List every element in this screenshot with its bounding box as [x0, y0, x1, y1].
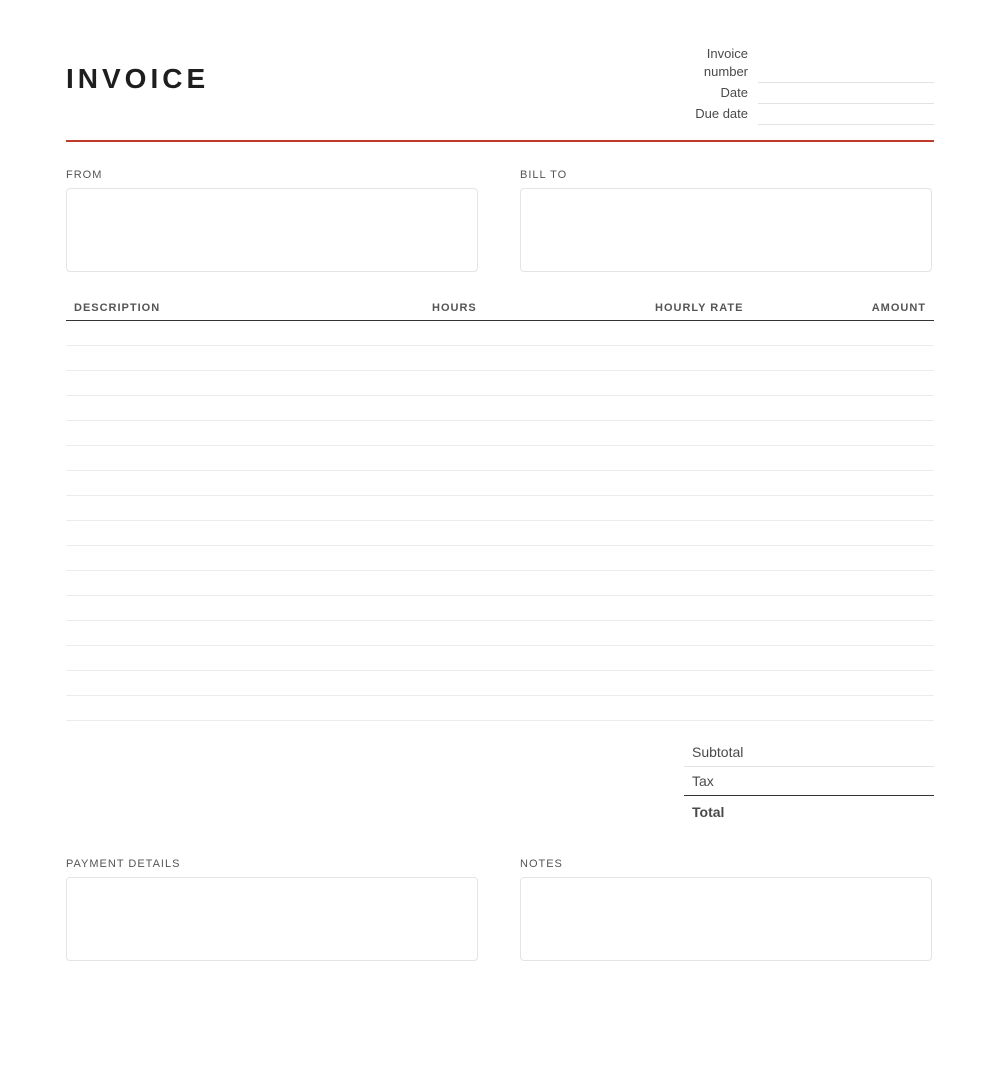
table-row[interactable]: [66, 321, 934, 346]
due-date-label: Due date: [695, 106, 748, 121]
notes-label: NOTES: [520, 858, 563, 870]
invoice-page: [66, 0, 934, 1090]
table-row[interactable]: [66, 696, 934, 721]
table-row[interactable]: [66, 346, 934, 371]
table-row[interactable]: [66, 371, 934, 396]
notes-field[interactable]: [520, 877, 932, 961]
invoice-number-label: Invoice number: [703, 46, 748, 79]
date-label: Date: [720, 85, 748, 100]
from-label: FROM: [66, 169, 103, 181]
invoice-number-input[interactable]: [758, 64, 934, 83]
date-input[interactable]: [758, 85, 934, 104]
payment-details-label: PAYMENT DETAILS: [66, 858, 181, 870]
table-row[interactable]: [66, 396, 934, 421]
from-field[interactable]: [66, 188, 478, 272]
column-hours: HOURS: [432, 302, 477, 314]
table-row[interactable]: [66, 671, 934, 696]
totals-block: [684, 738, 934, 828]
table-row[interactable]: [66, 496, 934, 521]
table-row[interactable]: [66, 546, 934, 571]
invoice-title: INVOICE: [66, 63, 210, 94]
table-row[interactable]: [66, 621, 934, 646]
column-description: DESCRIPTION: [74, 302, 161, 314]
bill-to-field[interactable]: [520, 188, 932, 272]
total-label: Total: [692, 804, 725, 820]
total-row: [684, 796, 934, 828]
line-items-header: [66, 298, 934, 321]
table-row[interactable]: [66, 521, 934, 546]
table-row[interactable]: [66, 471, 934, 496]
bill-to-label: BILL TO: [520, 169, 568, 181]
table-row[interactable]: [66, 446, 934, 471]
invoice-meta: [674, 46, 934, 125]
header-divider: [66, 140, 934, 142]
meta-row-date: [674, 83, 934, 104]
meta-row-due-date: [674, 104, 934, 125]
column-hourly-rate: HOURLY RATE: [655, 302, 744, 314]
table-row[interactable]: [66, 596, 934, 621]
payment-details-field[interactable]: [66, 877, 478, 961]
column-amount: AMOUNT: [871, 302, 926, 314]
tax-row: [684, 767, 934, 796]
due-date-input[interactable]: [758, 106, 934, 125]
table-row[interactable]: [66, 421, 934, 446]
subtotal-label: Subtotal: [692, 744, 744, 760]
tax-label: Tax: [692, 773, 714, 789]
table-row[interactable]: [66, 646, 934, 671]
subtotal-row: [684, 738, 934, 767]
meta-row-invoice-number: [674, 46, 934, 83]
table-row[interactable]: [66, 571, 934, 596]
